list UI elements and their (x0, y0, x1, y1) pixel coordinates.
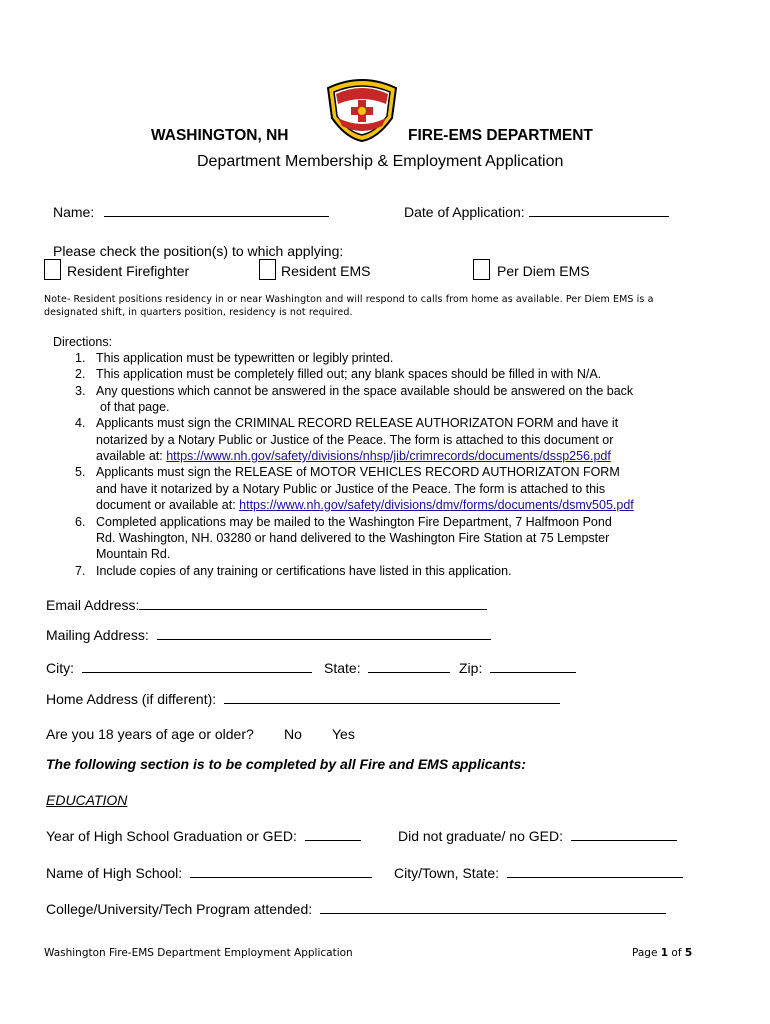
page-current: 1 (660, 947, 669, 959)
city-field[interactable] (46, 660, 312, 676)
checkbox-resident-firefighter[interactable] (44, 259, 61, 280)
college-input-line[interactable] (320, 901, 666, 914)
state-label: State: (324, 660, 361, 676)
direction-text-segment: Rd. Washington, NH. 03280 or hand delivered to the Washington Fire Station at 75 Lempster (96, 530, 610, 545)
date-field[interactable] (404, 204, 669, 220)
no-grad-field[interactable] (398, 828, 677, 844)
page-total: 5 (684, 947, 693, 959)
form-link[interactable]: https://www.nh.gov/safety/divisions/dmv/forms/documents/dsmv505.pdf (239, 498, 634, 513)
direction-text-segment: Include copies of any training or certifications have listed in this application. (96, 563, 512, 578)
direction-text-segment: and have it notarized by a Notary Public or Justice of the Peace. The form is attached to this (96, 481, 606, 496)
age-no-option[interactable]: No (284, 726, 302, 742)
option-resident-ems: Resident EMS (281, 263, 371, 279)
department-logo (322, 78, 402, 142)
org-name-right: FIRE-EMS DEPARTMENT (408, 127, 593, 144)
direction-text-segment: Applicants must sign the CRIMINAL RECORD RELEASE AUTHORIZATON FORM and have it (96, 416, 619, 431)
date-label: Date of Application: (404, 204, 525, 220)
home-address-label: Home Address (if different): (46, 691, 217, 707)
direction-text (96, 384, 633, 398)
home-address-input-line[interactable] (224, 691, 560, 704)
zip-field[interactable] (459, 660, 576, 676)
mailing-address-input-line[interactable] (157, 627, 491, 640)
mailing-address-field[interactable] (46, 627, 491, 643)
footer-title: Washington Fire-EMS Department Employment Application (44, 947, 353, 959)
direction-text (96, 531, 609, 545)
state-input-line[interactable] (368, 660, 450, 673)
direction-number: 7. (75, 563, 86, 578)
hs-year-input-line[interactable] (305, 828, 361, 841)
age-yes-option[interactable]: Yes (332, 726, 355, 742)
city-state-field[interactable] (394, 865, 683, 881)
hs-year-field[interactable] (46, 828, 361, 844)
email-input-line[interactable] (139, 597, 487, 610)
mailing-address-label: Mailing Address: (46, 627, 149, 643)
hs-name-label: Name of High School: (46, 865, 183, 881)
direction-text-segment: Applicants must sign the RELEASE of MOTOR VEHICLES RECORD AUTHORIZATON FORM (96, 465, 620, 480)
zip-label: Zip: (459, 660, 483, 676)
direction-text (96, 515, 612, 529)
page-of: of (668, 947, 685, 959)
residency-note-line1: Note- Resident positions residency in or near Washington and will respond to calls from home as available. Per Diem EMS is a (44, 294, 654, 305)
direction-text (96, 547, 170, 561)
residency-note-line2: designated shift, in quarters position, residency is not required. (44, 307, 353, 318)
option-resident-firefighter: Resident Firefighter (67, 263, 190, 279)
direction-text (100, 400, 170, 414)
age-question: Are you 18 years of age or older? (46, 726, 254, 742)
direction-text-segment: document or available at: (96, 498, 240, 513)
zip-input-line[interactable] (490, 660, 576, 673)
direction-text-segment: Completed applications may be mailed to the Washington Fire Department, 7 Halfmoon Pond (96, 514, 612, 529)
state-field[interactable] (324, 660, 450, 676)
direction-number: 1. (75, 351, 86, 365)
direction-text (96, 449, 611, 463)
hs-name-input-line[interactable] (190, 865, 372, 878)
direction-number: 6. (75, 514, 86, 529)
hs-year-label: Year of High School Graduation or GED: (46, 828, 297, 844)
direction-text-segment: This application must be completely filled out; any blank spaces should be filled in with N/A. (96, 367, 602, 382)
hs-name-field[interactable] (46, 865, 372, 881)
checkbox-resident-ems[interactable] (259, 259, 276, 280)
date-input-line[interactable] (529, 204, 669, 217)
city-label: City: (46, 660, 74, 676)
direction-text (96, 416, 618, 430)
checkbox-per-diem-ems[interactable] (473, 259, 490, 280)
direction-text (96, 482, 605, 496)
direction-text (96, 498, 634, 512)
home-address-field[interactable] (46, 691, 560, 707)
college-label: College/University/Tech Program attended: (46, 901, 313, 917)
direction-text-segment: available at: (96, 449, 167, 464)
direction-text-segment: of that page. (100, 400, 170, 415)
name-label: Name: (53, 204, 95, 220)
direction-text-segment: This application must be typewritten or legibly printed. (96, 351, 394, 365)
direction-text-segment: Any questions which cannot be answered in the space available should be answered on the back (96, 383, 634, 398)
page-prefix: Page (632, 947, 661, 959)
positions-prompt: Please check the position(s) to which applying: (53, 243, 344, 259)
city-state-input-line[interactable] (507, 865, 683, 878)
direction-text (96, 367, 601, 381)
no-grad-input-line[interactable] (571, 828, 677, 841)
name-input-line[interactable] (104, 204, 329, 217)
direction-text (96, 564, 512, 578)
option-per-diem-ems: Per Diem EMS (497, 263, 590, 279)
directions-heading: Directions: (53, 335, 113, 349)
direction-number: 4. (75, 416, 86, 431)
name-field[interactable] (53, 204, 329, 220)
direction-text (96, 433, 613, 447)
direction-text-segment: notarized by a Notary Public or Justice of the Peace. The form is attached to this document or (96, 432, 614, 447)
college-field[interactable] (46, 901, 666, 917)
org-name-left: WASHINGTON, NH (151, 127, 289, 144)
direction-text (96, 465, 620, 479)
direction-number: 5. (75, 465, 86, 480)
no-grad-label: Did not graduate/ no GED: (398, 828, 563, 844)
direction-number: 2. (75, 367, 86, 382)
city-state-label: City/Town, State: (394, 865, 500, 881)
email-label: Email Address: (46, 597, 140, 613)
page-title: Department Membership & Employment Application (197, 153, 564, 170)
direction-text-segment: Mountain Rd. (96, 547, 171, 562)
email-field[interactable] (46, 597, 487, 613)
direction-number: 3. (75, 383, 86, 398)
education-heading: EDUCATION (46, 792, 128, 808)
direction-text (96, 351, 393, 365)
page-number (632, 947, 692, 959)
form-link[interactable]: https://www.nh.gov/safety/divisions/nhsp/jib/crimrecords/documents/dssp256.pdf (166, 449, 611, 464)
section-instruction: The following section is to be completed by all Fire and EMS applicants: (46, 756, 526, 772)
city-input-line[interactable] (82, 660, 312, 673)
